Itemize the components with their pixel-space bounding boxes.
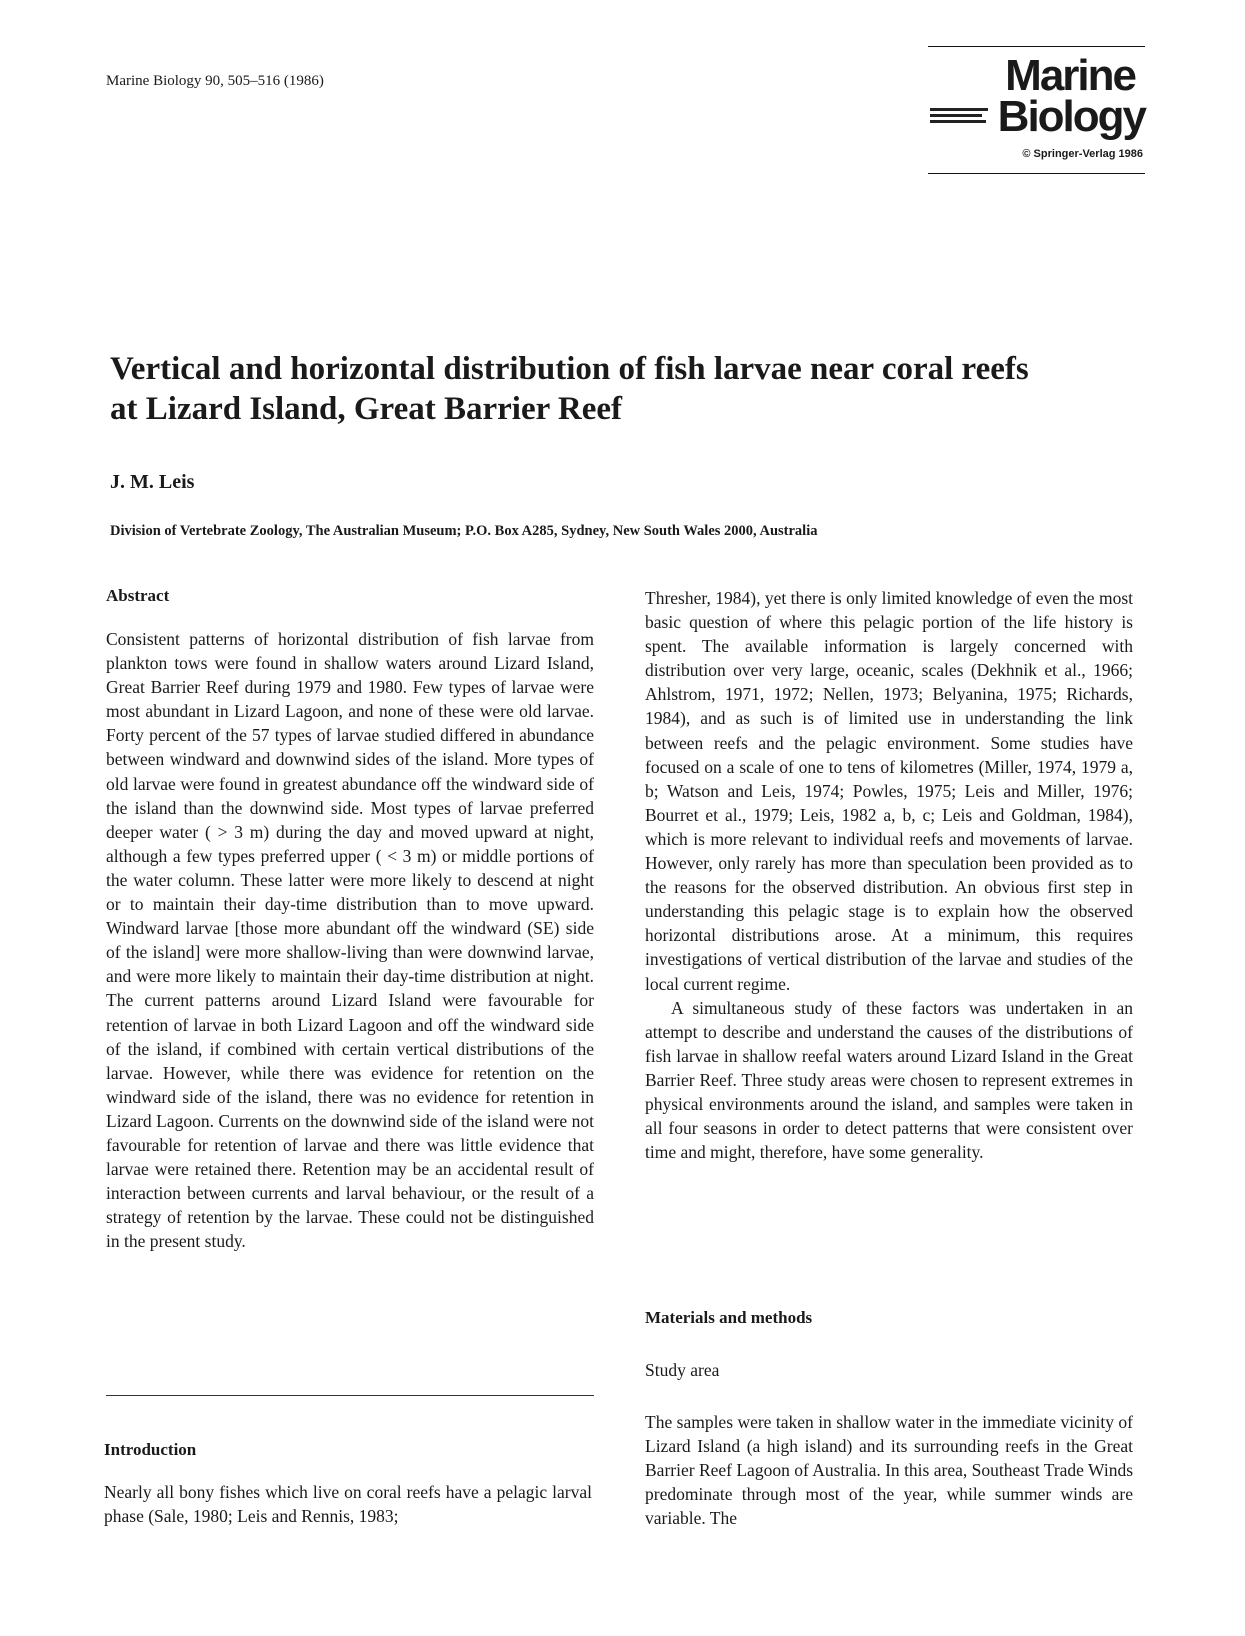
author-affiliation: Division of Vertebrate Zoology, The Australian Museum; P.O. Box A285, Sydney, New South Wales 2000, Australia xyxy=(110,523,818,539)
abstract-divider xyxy=(106,1395,594,1396)
methods-heading: Materials and methods xyxy=(645,1308,813,1327)
logo-top-rule xyxy=(928,46,1145,47)
introduction-paragraph-start: Nearly all bony fishes which live on coral reefs have a pelagic larval phase (Sale, 1980; Leis and Rennis, 1983; xyxy=(104,1482,592,1527)
journal-logo xyxy=(928,46,1145,175)
title-line-1: Vertical and horizontal distribution of fish larvae near coral reefs xyxy=(110,351,1029,387)
logo-title-line1: Marine xyxy=(1005,51,1135,100)
abstract-heading: Abstract xyxy=(106,586,170,605)
introduction-paragraph-cont: Thresher, 1984), yet there is only limited knowledge of even the most basic question of where this pelagic portion of the life history is spent. The available information is largely concerned with distribution over very large, oceanic, scales (Dekhnik et al., 1966; Ahlstrom, 1971, 1972; Nellen, 1973; Belyanina, 1975; Richards, 1984), and as such is of limited use in understanding the link between reefs and the pelagic environment. Some studies have focused on a scale of one to tens of kilometres (Miller, 1974, 1979 a, b; Watson and Leis, 1974; Powles, 1975; Leis and Miller, 1976; Bourret et al., 1979; Leis, 1982 a, b, c; Leis and Goldman, 1984), which is more relevant to individual reefs and movements of larvae. However, only rarely has more than speculation been provided as to the reasons for the observed distribution. An obvious first step in understanding this pelagic stage is to explain how the observed horizontal distributions arose. At a minimum, this requires investigations of vertical distribution of the larvae and studies of the local current regime. xyxy=(645,588,1133,994)
article-title xyxy=(110,349,1110,429)
introduction-paragraph-2: A simultaneous study of these factors was undertaken in an attempt to describe and understand the causes of the distributions of fish larvae in shallow reefal waters around Lizard Island in the Great Barrier Reef. Three study areas were chosen to represent extremes in physical environments around the island, and samples were taken in all four seasons in order to detect patterns that were consistent over time and might, therefore, have some generality. xyxy=(645,997,1133,1163)
abstract-paragraph: Consistent patterns of horizontal distribution of fish larvae from plankton tows were found in shallow waters around Lizard Island, Great Barrier Reef during 1979 and 1980. Few types of larvae were most abundant in Lizard Lagoon, and none of these were old larvae. Forty percent of the 57 types of larvae studied differed in abundance between windward and downwind sides of the island. More types of old larvae were found in greatest abundance off the windward side of the island than the downwind side. Most types of larvae preferred deeper water ( > 3 m) during the day and moved upward at night, although a few types preferred upper ( < 3 m) or middle portions of the water column. These latter were more likely to descend at night or to maintain their day-time distribution than to move upward. Windward larvae [those more abundant off the windward (SE) side of the island] were more shallow-living than were downwind larvae, and were more likely to maintain their day-time distribution at night. The current patterns around Lizard Island were favourable for retention of larvae in both Lizard Lagoon and off the windward side of the island, if combined with certain vertical distributions of the larvae. However, while there was evidence for retention on the windward side of the island, there was no evidence for retention in Lizard Lagoon. Currents on the downwind side of the island were not favourable for retention of larvae and there was little evidence that larvae were retained there. Retention may be an accidental result of interaction between currents and larval behaviour, or the result of a strategy of retention by the larvae. These could not be distinguished in the present study. xyxy=(106,629,594,1252)
title-line-2: at Lizard Island, Great Barrier Reef xyxy=(110,391,623,427)
methods-paragraph: The samples were taken in shallow water in the immediate vicinity of Lizard Island (a high island) and its surrounding reefs in the Great Barrier Reef Lagoon of Australia. In this area, Southeast Trade Winds predominate through most of the year, while summer winds are variable. The xyxy=(645,1412,1133,1529)
journal-citation: Marine Biology 90, 505–516 (1986) xyxy=(106,73,324,89)
logo-bottom-rule xyxy=(928,173,1145,174)
logo-copyright: © Springer-Verlag 1986 xyxy=(1022,148,1143,160)
abstract-text xyxy=(106,627,594,1253)
study-area-subheading: Study area xyxy=(645,1360,720,1380)
logo-small-print xyxy=(930,108,988,126)
methods-text xyxy=(645,1410,1133,1530)
author-name: J. M. Leis xyxy=(110,471,195,493)
logo-title-line2: Biology xyxy=(997,92,1145,141)
introduction-text-col2 xyxy=(645,586,1133,1164)
introduction-heading: Introduction xyxy=(104,1440,197,1459)
introduction-text-col1 xyxy=(104,1480,592,1528)
